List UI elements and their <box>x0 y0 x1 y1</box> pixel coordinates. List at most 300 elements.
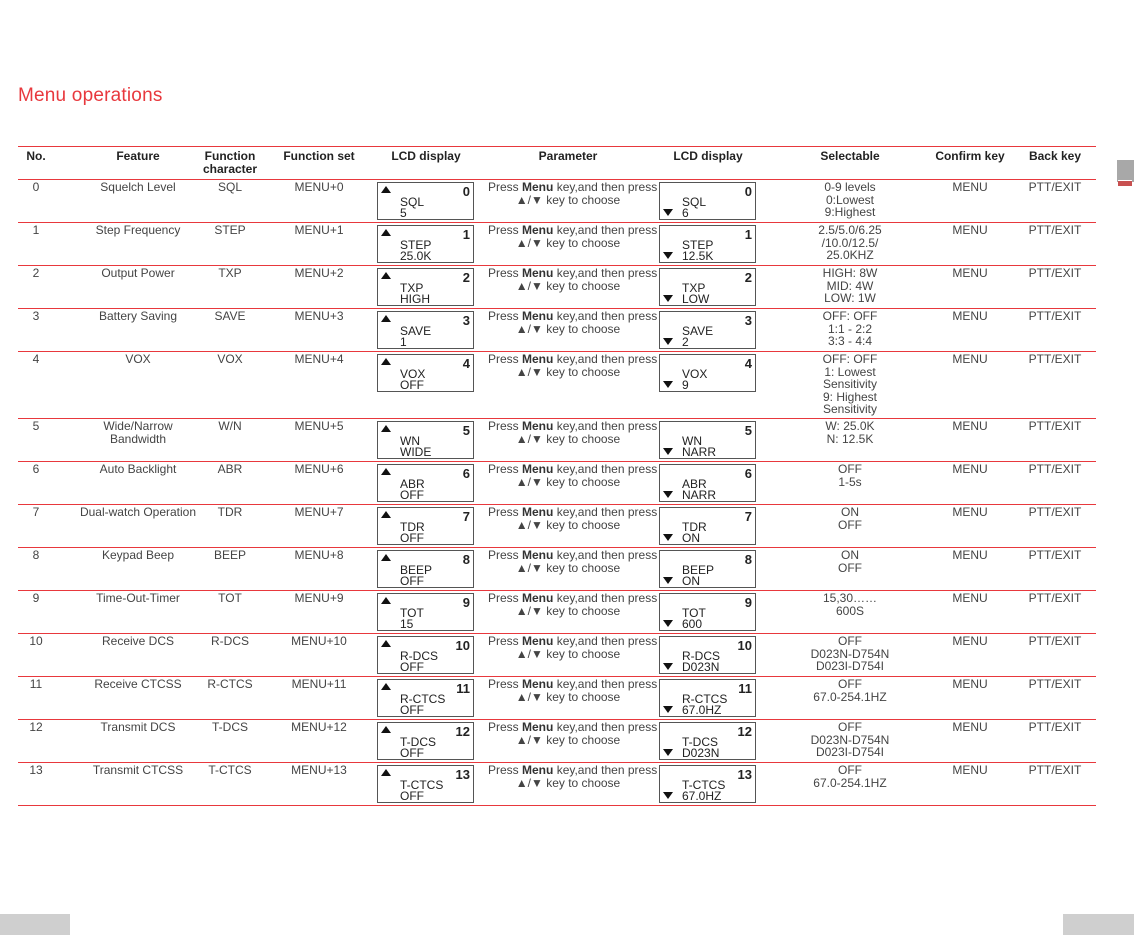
lcd-menu-number: 6 <box>462 466 470 481</box>
lcd-label: R-CTCS <box>400 692 446 706</box>
selectable-line: OFF <box>838 763 862 777</box>
function-character: ABR <box>217 462 243 476</box>
back-key: PTT/EXIT <box>1028 223 1082 237</box>
lcd-menu-number: 1 <box>744 227 752 242</box>
function-set: MENU+0 <box>294 180 344 194</box>
arrow-up-icon <box>381 683 391 690</box>
lcd-label: WN <box>400 434 420 448</box>
arrow-up-icon <box>381 468 391 475</box>
selectable-line: D023N-D754N <box>810 732 890 747</box>
selectable-line: MID: 4W <box>826 278 874 293</box>
lcd-label: TOT <box>400 606 424 620</box>
selectable-line: W: 25.0K <box>825 419 875 433</box>
lcd-label: SQL <box>400 195 425 209</box>
function-character: R-CTCS <box>207 677 253 691</box>
back-key: PTT/EXIT <box>1028 309 1082 323</box>
param-pre: Press <box>488 223 523 237</box>
lcd-menu-number: 0 <box>744 184 752 199</box>
function-set: MENU+2 <box>294 266 344 280</box>
lcd-menu-number: 2 <box>462 270 470 285</box>
lcd-label: R-DCS <box>682 649 720 663</box>
lcd-label: R-DCS <box>400 649 438 663</box>
lcd-value: 6 <box>682 206 689 220</box>
header-lcd-display-2: LCD display <box>673 149 743 163</box>
lcd-display <box>659 722 756 760</box>
confirm-key: MENU <box>952 505 988 519</box>
selectable-line: 67.0-254.1HZ <box>813 775 887 790</box>
lcd-value: 1 <box>400 335 407 349</box>
arrow-down-icon <box>663 706 673 713</box>
selectable-line: N: 12.5K <box>826 431 874 446</box>
param-post: key,and then press <box>553 462 658 476</box>
param-line-2: ▲/▼ key to choose <box>515 192 621 207</box>
param-post: key,and then press <box>553 352 658 366</box>
lcd-value: NARR <box>682 445 717 459</box>
feature-line: Step Frequency <box>95 223 181 237</box>
selectable-line: 0:Lowest <box>825 192 875 207</box>
footer-bar-left <box>0 914 70 935</box>
lcd-display <box>377 507 474 545</box>
lcd-label: VOX <box>400 367 426 381</box>
param-line-2: ▲/▼ key to choose <box>515 364 621 379</box>
back-key: PTT/EXIT <box>1028 266 1082 280</box>
selectable-line: 1: Lowest <box>824 364 876 379</box>
back-key: PTT/EXIT <box>1028 763 1082 777</box>
arrow-down-icon <box>663 534 673 541</box>
lcd-value: OFF <box>400 574 424 588</box>
lcd-value: ON <box>682 531 700 545</box>
selectable-line: 67.0-254.1HZ <box>813 689 887 704</box>
function-character: R-DCS <box>211 634 249 648</box>
header-selectable: Selectable <box>820 149 880 163</box>
menu-operations-table <box>18 146 1096 806</box>
selectable-line: ON <box>841 505 859 519</box>
lcd-label: SAVE <box>682 324 714 338</box>
header-function-character: Function character <box>202 149 258 176</box>
function-set: MENU+8 <box>294 548 344 562</box>
parameter-text <box>488 763 658 790</box>
lcd-value: OFF <box>400 531 424 545</box>
arrow-down-icon <box>663 209 673 216</box>
lcd-display <box>659 225 756 263</box>
feature-line: Wide/Narrow <box>103 419 173 433</box>
lcd-display <box>659 550 756 588</box>
lcd-display <box>377 722 474 760</box>
parameter-text <box>488 180 658 207</box>
selectable-line: 1-5s <box>838 474 862 489</box>
lcd-value: D023N <box>682 660 720 674</box>
parameter-text <box>488 462 658 489</box>
function-character: SQL <box>217 180 242 194</box>
confirm-key: MENU <box>952 591 988 605</box>
param-menu-key: Menu <box>522 505 554 519</box>
lcd-value: OFF <box>400 789 424 803</box>
lcd-display <box>659 464 756 502</box>
back-key: PTT/EXIT <box>1028 505 1082 519</box>
selectable-line: OFF <box>838 720 862 734</box>
param-menu-key: Menu <box>522 352 554 366</box>
confirm-key: MENU <box>952 266 988 280</box>
arrow-up-icon <box>381 358 391 365</box>
lcd-value: 9 <box>682 378 689 392</box>
lcd-label: T-DCS <box>400 735 436 749</box>
lcd-menu-number: 7 <box>462 509 470 524</box>
confirm-key: MENU <box>952 720 988 734</box>
feature-line: Bandwidth <box>109 431 167 446</box>
lcd-menu-number: 7 <box>744 509 752 524</box>
table-row <box>18 266 1096 309</box>
lcd-display <box>377 311 474 349</box>
lcd-menu-number: 5 <box>462 423 470 438</box>
param-post: key,and then press <box>553 309 658 323</box>
arrow-down-icon <box>663 792 673 799</box>
param-pre: Press <box>488 720 523 734</box>
selectable-line: 2.5/5.0/6.25 <box>818 223 882 237</box>
row-number: 2 <box>32 266 40 280</box>
selectable-values <box>778 420 922 445</box>
table-row <box>18 352 1096 419</box>
param-pre: Press <box>488 462 523 476</box>
function-set: MENU+11 <box>291 677 347 691</box>
back-key: PTT/EXIT <box>1028 677 1082 691</box>
lcd-value: 12.5K <box>682 249 714 263</box>
back-key: PTT/EXIT <box>1028 720 1082 734</box>
param-menu-key: Menu <box>522 180 554 194</box>
function-character: SAVE <box>214 309 246 323</box>
lcd-display <box>659 636 756 674</box>
param-pre: Press <box>488 180 523 194</box>
param-line-2: ▲/▼ key to choose <box>515 775 621 790</box>
parameter-text <box>488 223 658 250</box>
arrow-up-icon <box>381 272 391 279</box>
param-pre: Press <box>488 634 523 648</box>
confirm-key: MENU <box>952 352 988 366</box>
page-title: Menu operations <box>18 85 163 106</box>
selectable-line: D023I-D754I <box>815 745 885 759</box>
param-line-2: ▲/▼ key to choose <box>515 732 621 747</box>
table-row <box>18 223 1096 266</box>
lcd-label: R-CTCS <box>682 692 728 706</box>
param-pre: Press <box>488 591 523 605</box>
lcd-display <box>377 636 474 674</box>
arrow-up-icon <box>381 554 391 561</box>
lcd-value: 600 <box>682 617 703 631</box>
lcd-display <box>377 182 474 220</box>
param-menu-key: Menu <box>522 591 554 605</box>
param-post: key,and then press <box>553 763 658 777</box>
parameter-text <box>488 505 658 532</box>
lcd-menu-number: 6 <box>744 466 752 481</box>
lcd-menu-number: 13 <box>737 767 752 782</box>
side-tab-marker <box>1117 160 1134 182</box>
lcd-display <box>659 679 756 717</box>
row-number: 1 <box>32 223 40 237</box>
lcd-display <box>659 182 756 220</box>
selectable-values <box>778 635 922 673</box>
table-body <box>18 180 1096 806</box>
param-pre: Press <box>488 677 523 691</box>
selectable-line: D023I-D754I <box>815 659 885 673</box>
lcd-display <box>659 765 756 803</box>
lcd-value: OFF <box>400 488 424 502</box>
lcd-label: STEP <box>400 238 432 252</box>
confirm-key: MENU <box>952 677 988 691</box>
arrow-up-icon <box>381 425 391 432</box>
param-line-2: ▲/▼ key to choose <box>515 235 621 250</box>
header-parameter: Parameter <box>538 149 598 163</box>
parameter-text <box>488 677 658 704</box>
feature-line: Transmit DCS <box>100 720 176 734</box>
lcd-display <box>377 421 474 459</box>
parameter-text <box>488 548 658 575</box>
lcd-display <box>377 268 474 306</box>
param-line-2: ▲/▼ key to choose <box>515 431 621 446</box>
lcd-display <box>659 354 756 392</box>
footer-bar-right <box>1063 914 1134 935</box>
function-set: MENU+4 <box>294 352 344 366</box>
param-line-2: ▲/▼ key to choose <box>515 560 621 575</box>
function-character: TDR <box>217 505 243 519</box>
lcd-label: BEEP <box>400 563 433 577</box>
confirm-key: MENU <box>952 548 988 562</box>
function-set: MENU+13 <box>291 763 347 777</box>
row-number: 10 <box>29 634 43 648</box>
lcd-menu-number: 3 <box>462 313 470 328</box>
arrow-up-icon <box>381 597 391 604</box>
feature-line: VOX <box>125 352 151 366</box>
param-menu-key: Menu <box>522 763 554 777</box>
parameter-text <box>488 634 658 661</box>
lcd-label: T-CTCS <box>400 778 444 792</box>
back-key: PTT/EXIT <box>1028 419 1082 433</box>
lcd-label: ABR <box>400 477 425 491</box>
row-number: 13 <box>29 763 43 777</box>
table-row <box>18 677 1096 720</box>
lcd-label: SQL <box>682 195 707 209</box>
selectable-line: LOW: 1W <box>824 291 876 305</box>
selectable-values <box>778 592 922 617</box>
back-key: PTT/EXIT <box>1028 591 1082 605</box>
lcd-value: WIDE <box>400 445 432 459</box>
param-post: key,and then press <box>553 591 658 605</box>
lcd-menu-number: 13 <box>455 767 470 782</box>
arrow-up-icon <box>381 640 391 647</box>
function-set: MENU+7 <box>294 505 344 519</box>
lcd-label: STEP <box>682 238 714 252</box>
param-pre: Press <box>488 505 523 519</box>
lcd-label: TXP <box>682 281 706 295</box>
lcd-menu-number: 1 <box>462 227 470 242</box>
lcd-label: T-DCS <box>682 735 718 749</box>
table-row <box>18 309 1096 352</box>
flag-icon <box>1118 180 1132 186</box>
selectable-line: Sensitivity <box>822 402 878 416</box>
lcd-label: SAVE <box>400 324 432 338</box>
row-number: 0 <box>32 180 40 194</box>
lcd-value: OFF <box>400 703 424 717</box>
lcd-value: 67.0HZ <box>682 703 722 717</box>
parameter-text <box>488 419 658 446</box>
selectable-line: /10.0/12.5/ <box>821 235 879 250</box>
arrow-down-icon <box>663 295 673 302</box>
row-number: 11 <box>29 677 43 691</box>
lcd-display <box>377 464 474 502</box>
row-number: 12 <box>29 720 43 734</box>
row-number: 7 <box>32 505 40 519</box>
param-line-2: ▲/▼ key to choose <box>515 689 621 704</box>
parameter-text <box>488 352 658 379</box>
lcd-menu-number: 10 <box>737 638 752 653</box>
row-number: 4 <box>32 352 40 366</box>
lcd-value: ON <box>682 574 700 588</box>
lcd-label: TDR <box>682 520 707 534</box>
lcd-menu-number: 12 <box>455 724 470 739</box>
confirm-key: MENU <box>952 223 988 237</box>
function-character: VOX <box>217 352 243 366</box>
feature-line: Receive DCS <box>101 634 175 648</box>
param-menu-key: Menu <box>522 720 554 734</box>
param-menu-key: Menu <box>522 677 554 691</box>
table-row <box>18 634 1096 677</box>
lcd-menu-number: 9 <box>462 595 470 610</box>
table-row <box>18 505 1096 548</box>
arrow-down-icon <box>663 663 673 670</box>
back-key: PTT/EXIT <box>1028 548 1082 562</box>
selectable-values <box>778 224 922 262</box>
feature-line: Battery Saving <box>98 309 178 323</box>
lcd-value: OFF <box>400 378 424 392</box>
selectable-line: 600S <box>835 603 865 618</box>
selectable-line: HIGH: 8W <box>822 266 878 280</box>
selectable-line: Sensitivity <box>822 377 878 391</box>
param-menu-key: Menu <box>522 548 554 562</box>
lcd-display <box>659 311 756 349</box>
arrow-down-icon <box>663 491 673 498</box>
selectable-line: OFF: OFF <box>822 352 878 366</box>
selectable-values <box>778 310 922 348</box>
selectable-line: D023N-D754N <box>810 646 890 661</box>
param-post: key,and then press <box>553 634 658 648</box>
header-no: No. <box>26 149 46 163</box>
feature-line: Receive CTCSS <box>94 677 182 691</box>
confirm-key: MENU <box>952 180 988 194</box>
header-function-set: Function set <box>283 149 355 163</box>
table-row <box>18 462 1096 505</box>
lcd-display <box>377 225 474 263</box>
lcd-value: 2 <box>682 335 689 349</box>
lcd-label: WN <box>682 434 702 448</box>
selectable-line: OFF <box>838 560 862 575</box>
param-menu-key: Menu <box>522 462 554 476</box>
lcd-value: D023N <box>682 746 720 760</box>
lcd-label: T-CTCS <box>682 778 726 792</box>
lcd-display <box>377 593 474 631</box>
selectable-values <box>778 764 922 789</box>
lcd-menu-number: 10 <box>455 638 470 653</box>
param-line-2: ▲/▼ key to choose <box>515 517 621 532</box>
lcd-menu-number: 11 <box>738 681 752 696</box>
function-set: MENU+6 <box>294 462 344 476</box>
lcd-menu-number: 4 <box>744 356 752 371</box>
confirm-key: MENU <box>952 634 988 648</box>
lcd-menu-number: 3 <box>744 313 752 328</box>
confirm-key: MENU <box>952 309 988 323</box>
table-row <box>18 180 1096 223</box>
arrow-down-icon <box>663 338 673 345</box>
lcd-display <box>659 268 756 306</box>
param-menu-key: Menu <box>522 309 554 323</box>
lcd-menu-number: 4 <box>462 356 470 371</box>
selectable-line: 1:1 - 2:2 <box>827 321 873 336</box>
function-character: T-CTCS <box>208 763 252 777</box>
header-feature: Feature <box>116 149 160 163</box>
back-key: PTT/EXIT <box>1028 634 1082 648</box>
lcd-label: TDR <box>400 520 425 534</box>
feature-line: Dual-watch Operation <box>79 505 197 519</box>
arrow-down-icon <box>663 577 673 584</box>
function-character: TXP <box>218 266 242 280</box>
function-set: MENU+10 <box>291 634 347 648</box>
lcd-value: OFF <box>400 660 424 674</box>
param-menu-key: Menu <box>522 634 554 648</box>
arrow-up-icon <box>381 315 391 322</box>
lcd-label: VOX <box>682 367 708 381</box>
lcd-label: BEEP <box>682 563 715 577</box>
function-set: MENU+12 <box>291 720 347 734</box>
lcd-display <box>377 550 474 588</box>
back-key: PTT/EXIT <box>1028 180 1082 194</box>
feature-line: Output Power <box>101 266 175 280</box>
parameter-text <box>488 309 658 336</box>
feature-line: Squelch Level <box>100 180 176 194</box>
selectable-line: 3:3 - 4:4 <box>827 334 873 348</box>
selectable-values <box>778 678 922 703</box>
selectable-values <box>778 353 922 416</box>
param-pre: Press <box>488 352 523 366</box>
lcd-label: TXP <box>400 281 424 295</box>
header-lcd-display: LCD display <box>391 149 461 163</box>
selectable-line: 9:Highest <box>824 205 876 219</box>
lcd-label: TOT <box>682 606 706 620</box>
selectable-values <box>778 181 922 219</box>
selectable-values <box>778 721 922 759</box>
parameter-text <box>488 720 658 747</box>
feature-line: Keypad Beep <box>101 548 175 562</box>
selectable-line: 0-9 levels <box>824 180 876 194</box>
param-line-2: ▲/▼ key to choose <box>515 321 621 336</box>
back-key: PTT/EXIT <box>1028 352 1082 366</box>
function-character: STEP <box>214 223 246 237</box>
row-number: 6 <box>32 462 40 476</box>
lcd-menu-number: 8 <box>744 552 752 567</box>
lcd-value: HIGH <box>400 292 430 306</box>
back-key: PTT/EXIT <box>1028 462 1082 476</box>
lcd-menu-number: 0 <box>462 184 470 199</box>
param-pre: Press <box>488 419 523 433</box>
lcd-value: OFF <box>400 746 424 760</box>
param-post: key,and then press <box>553 720 658 734</box>
lcd-menu-number: 5 <box>744 423 752 438</box>
selectable-values <box>778 549 922 574</box>
lcd-menu-number: 9 <box>744 595 752 610</box>
function-character: TOT <box>218 591 242 605</box>
param-pre: Press <box>488 266 523 280</box>
lcd-menu-number: 12 <box>737 724 752 739</box>
function-character: W/N <box>218 419 242 433</box>
function-character: BEEP <box>213 548 246 562</box>
lcd-display <box>659 421 756 459</box>
confirm-key: MENU <box>952 419 988 433</box>
